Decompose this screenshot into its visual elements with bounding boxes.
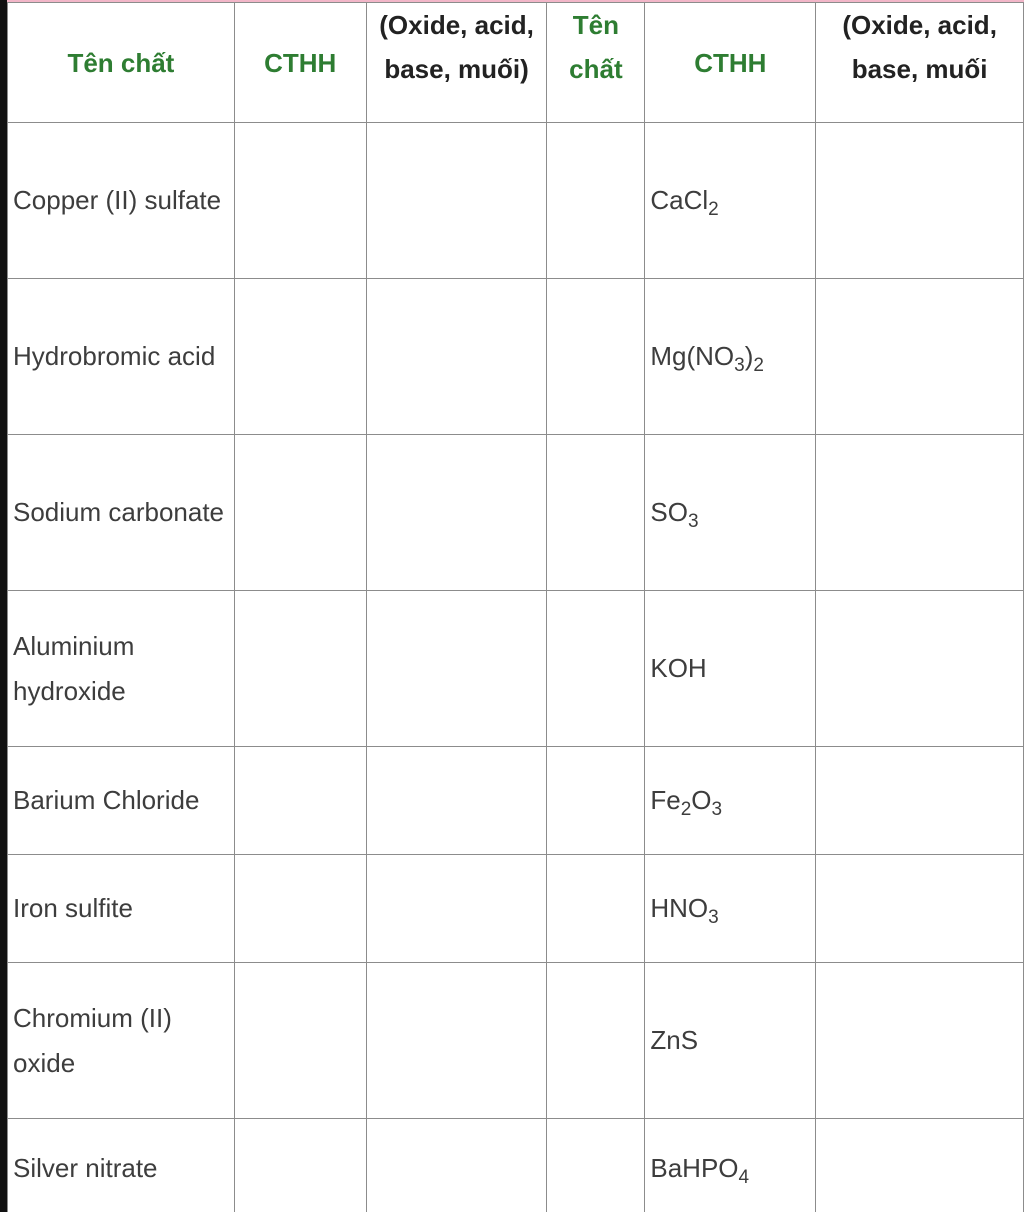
table-row bbox=[8, 855, 1024, 963]
header-substance-name-2: Tên chất bbox=[547, 3, 645, 123]
table-row bbox=[8, 1119, 1024, 1212]
formula-answer-cell[interactable] bbox=[234, 435, 366, 591]
header-substance-name: Tên chất bbox=[8, 3, 235, 123]
formula-subscript: 2 bbox=[708, 199, 719, 220]
classification-answer-cell-2[interactable] bbox=[816, 591, 1024, 747]
classification-answer-cell[interactable] bbox=[366, 591, 547, 747]
classification-answer-cell[interactable] bbox=[366, 855, 547, 963]
substance-name-cell: Sodium carbonate bbox=[8, 435, 235, 591]
formula-answer-cell[interactable] bbox=[234, 591, 366, 747]
formula-answer-cell[interactable] bbox=[234, 1119, 366, 1212]
name-answer-cell[interactable] bbox=[547, 279, 645, 435]
table-row bbox=[8, 591, 1024, 747]
classification-answer-cell[interactable] bbox=[366, 1119, 547, 1212]
classification-answer-cell[interactable] bbox=[366, 963, 547, 1119]
chemistry-classification-table bbox=[7, 2, 1024, 1212]
formula-answer-cell[interactable] bbox=[234, 279, 366, 435]
substance-name-cell: Aluminium hydroxide bbox=[8, 591, 235, 747]
worksheet-page bbox=[7, 0, 1024, 1212]
header-formula: CTHH bbox=[234, 3, 366, 123]
formula-answer-cell[interactable] bbox=[234, 855, 366, 963]
name-answer-cell[interactable] bbox=[547, 1119, 645, 1212]
name-answer-cell[interactable] bbox=[547, 591, 645, 747]
classification-answer-cell-2[interactable] bbox=[816, 747, 1024, 855]
table-row bbox=[8, 435, 1024, 591]
chemical-formula-cell: $Mg(NO_3)_2$ bbox=[645, 279, 816, 435]
formula-subscript: 3 bbox=[711, 799, 723, 820]
classification-answer-cell-2[interactable] bbox=[816, 435, 1024, 591]
chemical-formula-cell: BaHPO$_4$ bbox=[645, 1119, 816, 1212]
substance-name-cell: Barium Chloride bbox=[8, 747, 235, 855]
substance-name-cell: Silver nitrate bbox=[8, 1119, 235, 1212]
header-classification-2: (Oxide, acid, base, muối bbox=[816, 3, 1024, 123]
classification-answer-cell-2[interactable] bbox=[816, 855, 1024, 963]
substance-name-cell: Copper (II) sulfate bbox=[8, 123, 235, 279]
name-answer-cell[interactable] bbox=[547, 747, 645, 855]
classification-answer-cell-2[interactable] bbox=[816, 123, 1024, 279]
formula-subscript: 4 bbox=[738, 1167, 750, 1188]
formula-subscript: 3 bbox=[734, 355, 745, 376]
formula-subscript: 3 bbox=[708, 907, 719, 928]
classification-answer-cell[interactable] bbox=[366, 435, 547, 591]
classification-answer-cell-2[interactable] bbox=[816, 1119, 1024, 1212]
chemical-formula-cell: CaCl$_2$ bbox=[645, 123, 816, 279]
chemical-formula-cell: ZnS bbox=[645, 963, 816, 1119]
chemical-formula-cell: KOH bbox=[645, 591, 816, 747]
classification-answer-cell[interactable] bbox=[366, 123, 547, 279]
table-row bbox=[8, 963, 1024, 1119]
classification-answer-cell-2[interactable] bbox=[816, 963, 1024, 1119]
formula-answer-cell[interactable] bbox=[234, 123, 366, 279]
chemical-formula-cell: $Fe_2O_3$ bbox=[645, 747, 816, 855]
classification-answer-cell[interactable] bbox=[366, 279, 547, 435]
table-row bbox=[8, 279, 1024, 435]
substance-name-cell: Hydrobromic acid bbox=[8, 279, 235, 435]
classification-answer-cell-2[interactable] bbox=[816, 279, 1024, 435]
formula-subscript: 3 bbox=[687, 511, 699, 532]
formula-subscript: 2 bbox=[753, 355, 764, 376]
chemical-formula-cell: $HNO_3$ bbox=[645, 855, 816, 963]
table-row bbox=[8, 747, 1024, 855]
substance-name-cell: Iron sulfite bbox=[8, 855, 235, 963]
classification-answer-cell[interactable] bbox=[366, 747, 547, 855]
header-row bbox=[8, 3, 1024, 123]
name-answer-cell[interactable] bbox=[547, 435, 645, 591]
table-row bbox=[8, 123, 1024, 279]
formula-subscript: 2 bbox=[680, 799, 692, 820]
chemical-formula-cell: $SO_3$ bbox=[645, 435, 816, 591]
formula-answer-cell[interactable] bbox=[234, 747, 366, 855]
formula-answer-cell[interactable] bbox=[234, 963, 366, 1119]
name-answer-cell[interactable] bbox=[547, 855, 645, 963]
header-formula-2: CTHH bbox=[645, 3, 816, 123]
name-answer-cell[interactable] bbox=[547, 963, 645, 1119]
substance-name-cell: Chromium (II) oxide bbox=[8, 963, 235, 1119]
name-answer-cell[interactable] bbox=[547, 123, 645, 279]
header-classification: (Oxide, acid, base, muối) bbox=[366, 3, 547, 123]
